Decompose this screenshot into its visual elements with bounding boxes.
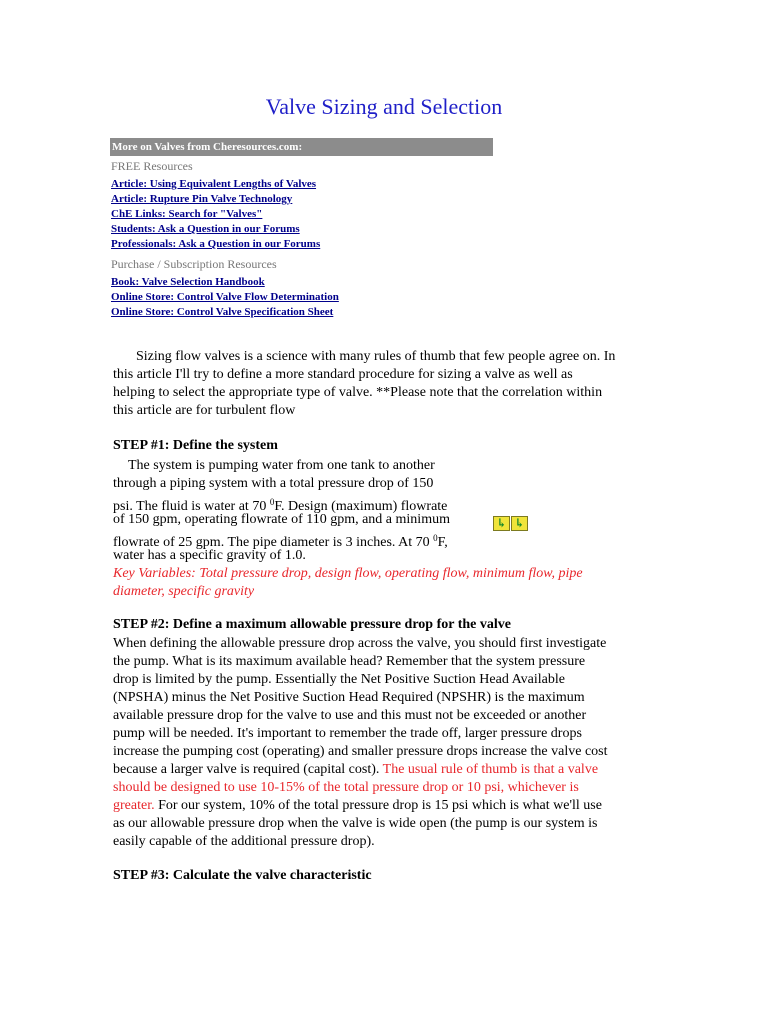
nav-icons[interactable] <box>493 516 530 533</box>
page-title: Valve Sizing and Selection <box>265 94 503 119</box>
step2-line: the pump. What is its maximum available head? Remember that the system pressure <box>113 654 586 669</box>
link-rupture-pin[interactable]: Article: Rupture Pin Valve Technology <box>111 193 293 205</box>
link-professionals-forum[interactable]: Professionals: Ask a Question in our Forums <box>111 238 321 250</box>
step2-line: (NPSHA) minus the Net Positive Suction Head Required (NPSHR) is the maximum <box>113 690 585 705</box>
paid-resources-heading: Purchase / Subscription Resources <box>111 257 277 271</box>
step2-line: pump will be needed. It's important to remember the trade off, larger pressure drops <box>113 726 582 741</box>
step2-line: increase the pumping cost (operating) and smaller pressure drops increase the valve cost <box>113 744 608 759</box>
step1-line: psi. The fluid is water at 70 $^0$F. Design (maximum) flowrate <box>113 497 448 514</box>
link-students-forum[interactable]: Students: Ask a Question in our Forums <box>111 223 300 235</box>
step2-line: available pressure drop for the valve to use and this must not be exceeded or another <box>113 708 587 723</box>
arrow-icon[interactable]: ↳ <box>511 516 528 531</box>
key-variables: diameter, specific gravity <box>113 584 255 599</box>
intro-line: this article are for turbulent flow <box>113 403 296 418</box>
step2-line: greater. For our system, 10% of the total pressure drop is 15 psi which is what we'll use <box>113 798 602 813</box>
rule-of-thumb: greater. <box>113 798 155 813</box>
intro-line: Sizing flow valves is a science with many rules of thumb that few people agree on. In <box>136 349 616 364</box>
step2-line: as our allowable pressure drop when the valve is wide open (the pump is our system is <box>113 816 598 831</box>
step1-line: of 150 gpm, operating flowrate of 110 gpm, and a minimum <box>113 512 450 527</box>
step1-line: The system is pumping water from one tank to another <box>128 458 435 473</box>
key-variables: Key Variables: Total pressure drop, design flow, operating flow, minimum flow, pipe <box>113 566 583 581</box>
step3-heading: STEP #3: Calculate the valve characteristic <box>113 868 372 883</box>
link-equivalent-lengths[interactable]: Article: Using Equivalent Lengths of Valves <box>111 178 317 190</box>
step1-line: through a piping system with a total pressure drop of 150 <box>113 476 434 491</box>
step1-title: : Define the system <box>164 438 278 453</box>
degree-superscript: 0 <box>433 533 438 543</box>
intro-line: helping to select the appropriate type of valve. **Please note that the correlation within <box>113 385 603 400</box>
step2-line: When defining the allowable pressure drop across the valve, you should first investigate <box>113 636 607 651</box>
step2-line: because a larger valve is required (capital cost). The usual rule of thumb is that a valve <box>113 762 599 777</box>
step2-heading: STEP #2: Define a maximum allowable pressure drop for the valve <box>113 617 511 632</box>
step1-label: STEP #1 <box>113 438 165 453</box>
link-che-links-valves[interactable]: ChE Links: Search for "Valves" <box>111 208 263 220</box>
step1-line: flowrate of 25 gpm. The pipe diameter is 3 inches. At 70 $^0$F, <box>113 533 448 550</box>
link-specification-sheet[interactable]: Online Store: Control Valve Specification Sheet <box>111 306 334 318</box>
rule-of-thumb: should be designed to use 10-15% of the total pressure drop or 10 psi, whichever is <box>113 780 579 795</box>
step1-line: water has a specific gravity of 1.0. <box>113 548 306 563</box>
degree-superscript: 0 <box>269 497 275 507</box>
step2-line: drop is limited by the pump. Essentially the Net Positive Suction Head Available <box>113 672 565 687</box>
resources-header: More on Valves from Cheresources.com: <box>110 138 493 156</box>
intro-line: this article I'll try to define a more standard procedure for sizing a valve as well as <box>113 367 573 382</box>
arrow-icon[interactable]: ↳ <box>493 516 510 531</box>
link-valve-handbook[interactable]: Book: Valve Selection Handbook <box>111 276 265 288</box>
link-flow-determination[interactable]: Online Store: Control Valve Flow Determination <box>111 291 339 303</box>
rule-of-thumb: The usual rule of thumb is that a valve <box>382 762 599 777</box>
free-resources-heading: FREE Resources <box>111 159 193 173</box>
step2-line: easily capable of the additional pressure drop). <box>113 834 375 849</box>
step1-heading <box>113 438 278 454</box>
